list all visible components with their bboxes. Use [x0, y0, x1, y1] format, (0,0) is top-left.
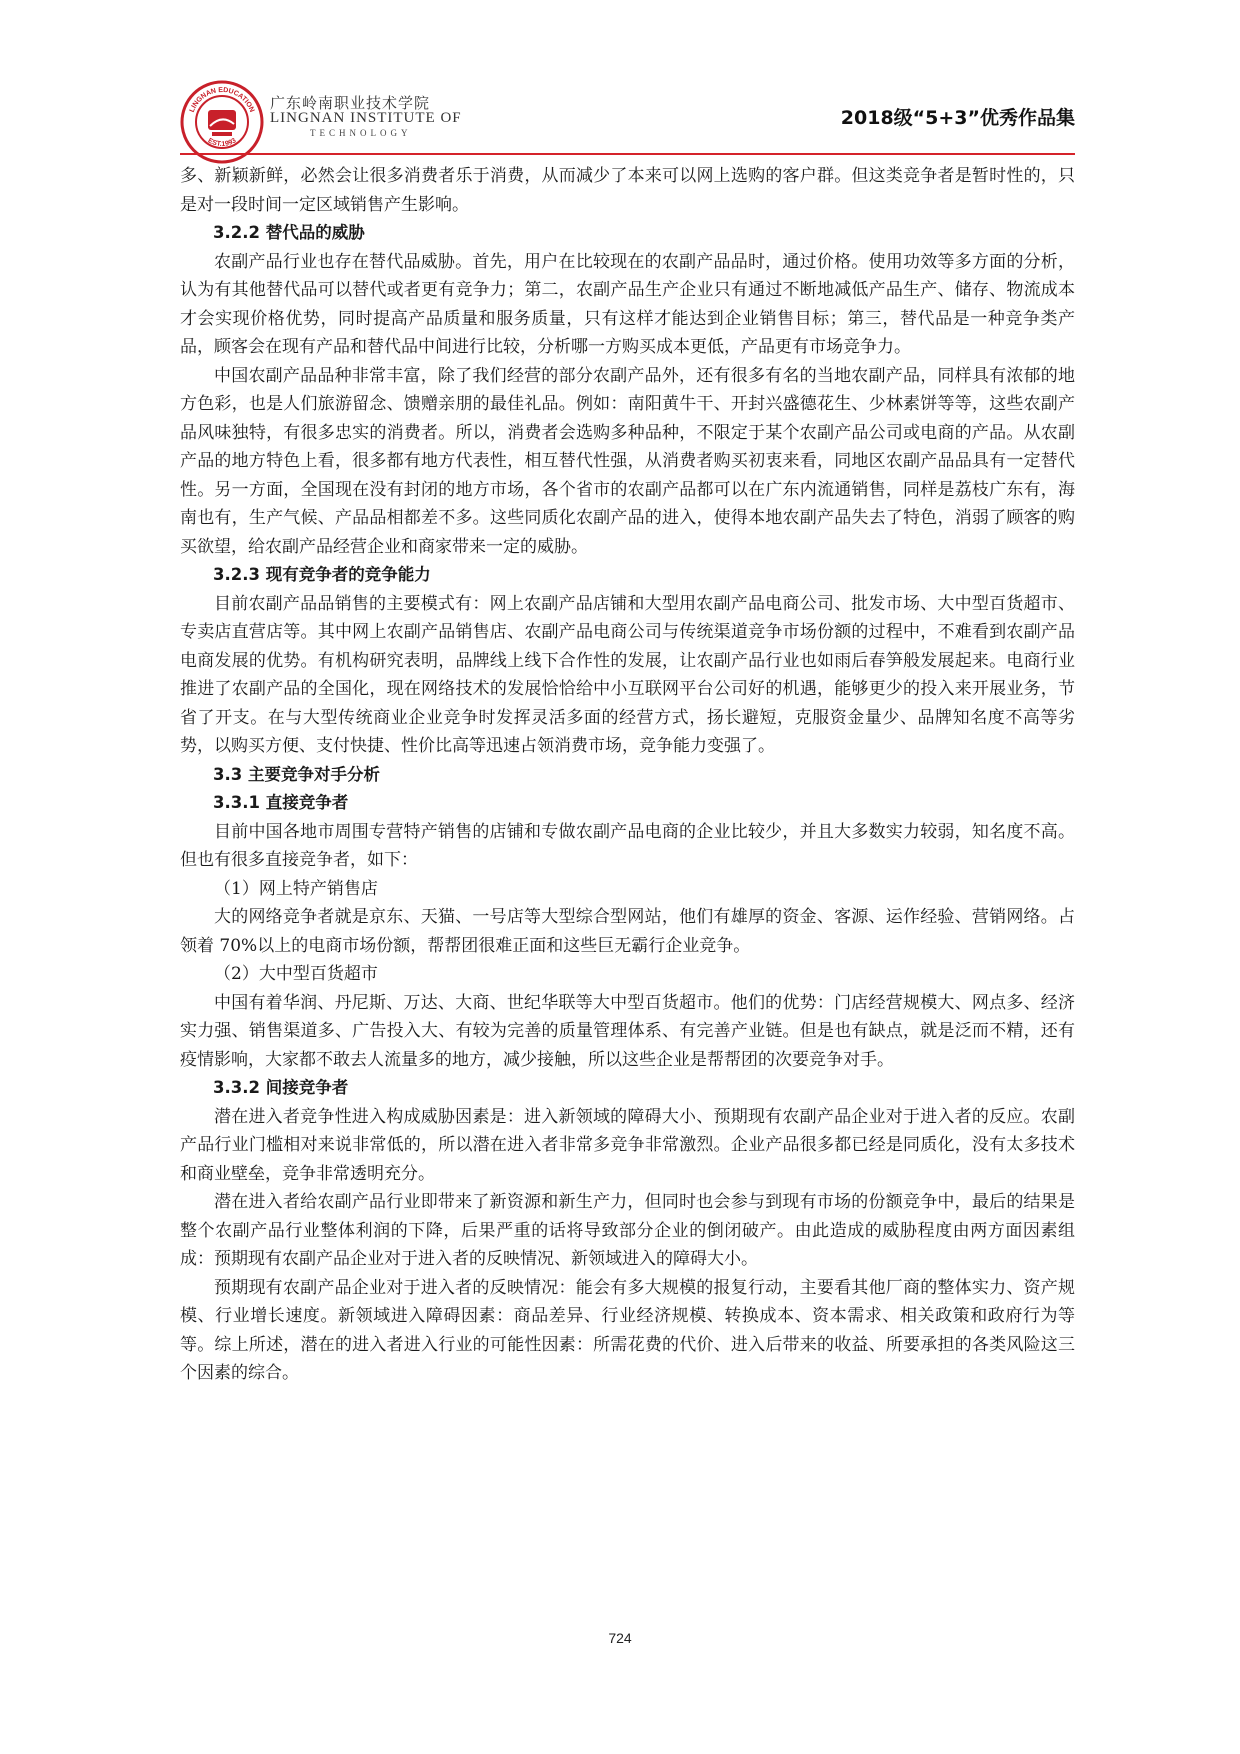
paragraph: 目前农副产品品销售的主要模式有：网上农副产品店铺和大型用农副产品电商公司、批发市场、大中型百货超市、专卖店直营店等。其中网上农副产品销售店、农副产品电商公司与传统渠道竞争市场份额的过程中，不难看到农副产品电商发展的优势。有机构研究表明，品牌线上线下合作性的发展，让农副产品行业也如雨后春笋般发展起来。电商行业推进了农副产品的全国化，现在网络技术的发展恰恰给中小互联网平台公司好的机遇，能够更少的投入来开展业务，节省了开支。在与大型传统商业企业竞争时发挥灵活多面的经营方式，扬长避短，克服资金量少、品牌知名度不高等劣势，以购买方便、支付快捷、性价比高等迅速占领消费市场，竞争能力变强了。	[180, 593, 1075, 756]
page-number: 724	[608, 1630, 632, 1646]
section-heading: 3.2.2 替代品的威胁	[213, 223, 365, 242]
section-heading: 3.3 主要竞争对手分析	[213, 764, 380, 784]
section-heading: 3.3.2 间接竞争者	[213, 1078, 349, 1097]
paragraph: 农副产品行业也存在替代品威胁。首先，用户在比较现在的农副产品品时，通过价格。使用功效等多方面的分析，认为有其他替代品可以替代或者更有竞争力；第二，农副产品生产企业只有通过不断地减低产品生产、储存、物流成本才会实现价格优势，同时提高产品质量和服务质量，只有这样才能达到企业销售目标；第三，替代品是一种竞争类产品，顾客会在现有产品和替代品中间进行比较，分析哪一方购买成本更低，产品更有市场竞争力。	[180, 251, 1075, 357]
paragraph: 多、新颖新鲜，必然会让很多消费者乐于消费，从而减少了本来可以网上选购的客户群。但这类竞争者是暂时性的，只是对一段时间一定区域销售产生影响。	[180, 166, 1075, 215]
paragraph: 中国农副产品品种非常丰富，除了我们经营的部分农副产品外，还有很多有名的当地农副产品，同样具有浓郁的地方色彩，也是人们旅游留念、馈赠亲朋的最佳礼品。例如：南阳黄牛干、开封兴盛德花生、少林素饼等等，这些农副产品风味独特，有很多忠实的消费者。所以，消费者会选购多种品种，不限定于某个农副产品公司或电商的产品。从农副产品的地方特色上看，很多都有地方代表性，相互替代性强，从消费者购买初衷来看，同地区农副产品品具有一定替代性。另一方面，全国现在没有封闭的地方市场，各个省市的农副产品都可以在广东内流通销售，同样是荔枝广东有，海南也有，生产气候、产品品相都差不多。这些同质化农副产品的进入，使得本地农副产品失去了特色，消弱了顾客的购买欲望，给农副产品经营企业和商家带来一定的威胁。	[180, 365, 1075, 557]
paragraph: 潜在进入者竞争性进入构成威胁因素是：进入新领域的障碍大小、预期现有农副产品企业对于进入者的反应。农副产品行业门槛相对来说非常低的，所以潜在进入者非常多竞争非常激烈。企业产品很多都已经是同质化，没有太多技术和商业壁垒，竞争非常透明充分。	[180, 1106, 1075, 1184]
header-divider	[180, 153, 1075, 155]
paragraph: 潜在进入者给农副产品行业即带来了新资源和新生产力，但同时也会参与到现有市场的份额竞争中，最后的结果是整个农副产品行业整体利润的下降，后果严重的话将导致部分企业的倒闭破产。由此造成的威胁程度由两方面因素组成：预期现有农副产品企业对于进入者的反映情况、新领域进入的障碍大小。	[180, 1192, 1075, 1269]
collection-title: 2018级“5+3”优秀作品集	[840, 107, 1075, 129]
page-header	[0, 0, 1240, 160]
svg-text:LINGNAN EDUCATION: LINGNAN EDUCATION	[188, 86, 256, 114]
paragraph: 中国有着华润、丹尼斯、万达、大商、世纪华联等大中型百货超市。他们的优势：门店经营规模大、网点多、经济实力强、销售渠道多、广告投入大、有较为完善的质量管理体系、有完善产业链。但是也有缺点，就是泛而不精，还有疫情影响，大家都不敢去人流量多的地方，减少接触，所以这些企业是帮帮团的次要竞争对手。	[180, 992, 1075, 1070]
paragraph: 大的网络竞争者就是京东、天猫、一号店等大型综合型网站，他们有雄厚的资金、客源、运作经验、营销网络。占领着 70%以上的电商市场份额，帮帮团很难正面和这些巨无霸行企业竞争。	[180, 907, 1075, 956]
page-content	[180, 162, 1075, 1388]
paragraph: 预期现有农副产品企业对于进入者的反映情况：能会有多大规模的报复行动，主要看其他厂商的整体实力、资产规模、行业增长速度。新领域进入障碍因素：商品差异、行业经济规模、转换成本、资本需求、相关政策和政府行为等等。综上所述，潜在的进入者进入行业的可能性因素：所需花费的代价、进入后带来的收益、所要承担的各类风险这三个因素的综合。	[180, 1277, 1075, 1383]
institute-name-en-line2: TECHNOLOGY	[310, 128, 412, 138]
institute-name-en: LINGNAN INSTITUTE OF	[270, 110, 462, 126]
college-logo-icon	[180, 80, 264, 164]
list-item-heading: （2）大中型百货超市	[214, 964, 378, 984]
svg-text:EST.1993: EST.1993	[206, 137, 238, 149]
list-item-heading: （1）网上特产销售店	[214, 878, 378, 899]
section-heading: 3.2.3 现有竞争者的竞争能力	[213, 565, 431, 584]
paragraph: 目前中国各地市周围专营特产销售的店铺和专做农副产品电商的企业比较少，并且大多数实力较弱，知名度不高。但也有很多直接竞争者，如下：	[180, 821, 1075, 870]
section-heading: 3.3.1 直接竞争者	[213, 793, 349, 812]
institute-name-cn: 广东岭南职业技术学院	[270, 94, 431, 112]
